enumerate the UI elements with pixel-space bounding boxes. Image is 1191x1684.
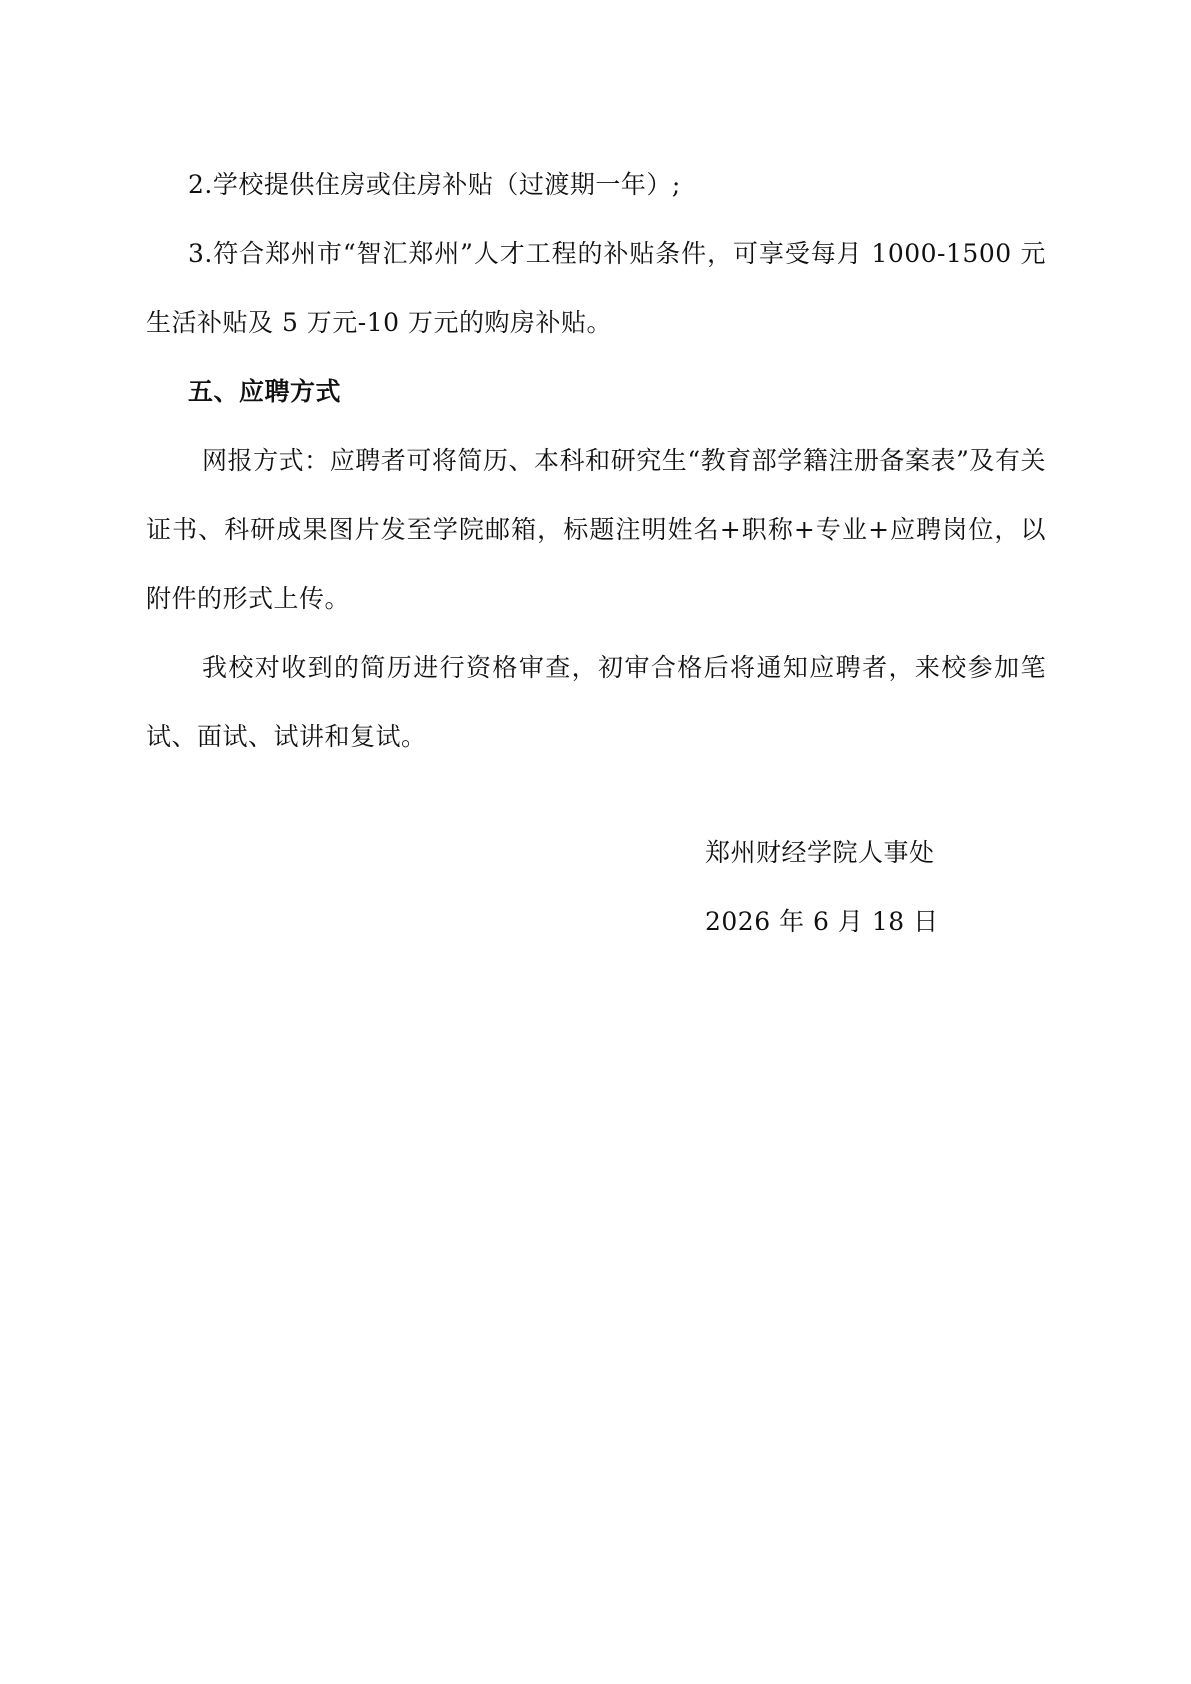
- document-body: [146, 150, 1046, 771]
- signature-date: 2026 年 6 月 18 日: [705, 907, 939, 936]
- review-process-paragraph: 我校对收到的简历进行资格审查，初审合格后将通知应聘者，来校参加笔试、面试、试讲和复试。: [146, 653, 1046, 751]
- benefit-item-3: 3.符合郑州市“智汇郑州”人才工程的补贴条件，可享受每月 1000-1500 元生活补贴及 5 万元-10 万元的购房补贴。: [146, 239, 1046, 337]
- signature-block: [705, 818, 1085, 956]
- signature-organization: 郑州财经学院人事处: [705, 838, 935, 867]
- benefit-item-2: 2.学校提供住房或住房补贴（过渡期一年）;: [188, 170, 681, 199]
- online-application-paragraph: 网报方式：应聘者可将简历、本科和研究生“教育部学籍注册备案表”及有关证书、科研成果图片发至学院邮箱，标题注明姓名+职称+专业+应聘岗位，以附件的形式上传。: [146, 446, 1046, 613]
- section-heading-application-method: 五、应聘方式: [188, 377, 342, 406]
